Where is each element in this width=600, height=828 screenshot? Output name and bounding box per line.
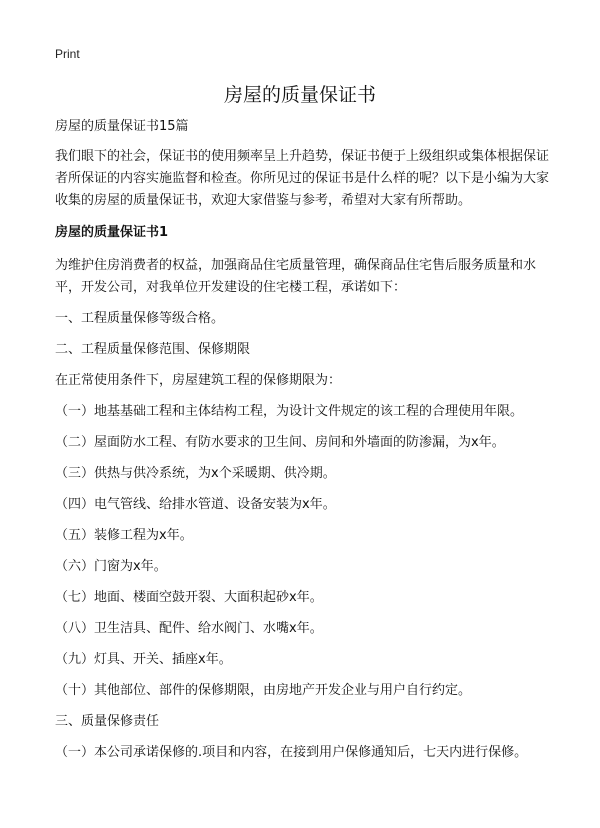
paragraph: （八）卫生洁具、配件、给水阀门、水嘴x年。 bbox=[55, 621, 323, 636]
paragraph: （一）地基基础工程和主体结构工程，为设计文件规定的该工程的合理使用年限。 bbox=[55, 404, 524, 419]
paragraph: 为维护住房消费者的权益，加强商品住宅质量管理，确保商品住宅售后服务质量和水平，开发公司，对我单位开发建设的住宅楼工程，承诺如下： bbox=[55, 258, 537, 295]
paragraph: 二、工程质量保修范围、保修期限 bbox=[55, 342, 251, 357]
intro-paragraph: 我们眼下的社会，保证书的使用频率呈上升趋势，保证书便于上级组织或集体根据保证者所保证的内容实施监督和检查。你所见过的保证书是什么样的呢？以下是小编为大家收集的房屋的质量保证书，欢迎大家借鉴与参考，希望对大家有所帮助。 bbox=[55, 149, 550, 208]
paragraph: （六）门窗为x年。 bbox=[55, 559, 167, 574]
document-body bbox=[55, 116, 550, 764]
print-link[interactable]: Print bbox=[55, 47, 80, 61]
document-title: 房屋的质量保证书 bbox=[223, 84, 376, 106]
paragraph: （二）屋面防水工程、有防水要求的卫生间、房间和外墙面的防渗漏，为x年。 bbox=[55, 435, 505, 450]
section-heading: 房屋的质量保证书1 bbox=[55, 225, 169, 240]
paragraph: （七）地面、楼面空鼓开裂、大面积起砂x年。 bbox=[55, 590, 323, 605]
document-subtitle: 房屋的质量保证书15篇 bbox=[55, 119, 189, 134]
paragraph: 一、工程质量保修等级合格。 bbox=[55, 311, 225, 326]
paragraph: （三）供热与供冷系统，为x个采暖期、供冷期。 bbox=[55, 466, 336, 481]
paragraph: （十）其他部位、部件的保修期限，由房地产开发企业与用户自行约定。 bbox=[55, 683, 472, 698]
paragraph: 三、质量保修责任 bbox=[55, 714, 160, 729]
paragraph: （四）电气管线、给排水管道、设备安装为x年。 bbox=[55, 497, 336, 512]
paragraph: （五）装修工程为x年。 bbox=[55, 528, 193, 543]
paragraph: （一）本公司承诺保修的.项目和内容，在接到用户保修通知后，七天内进行保修。 bbox=[55, 745, 528, 760]
paragraph: 在正常使用条件下，房屋建筑工程的保修期限为： bbox=[55, 373, 342, 388]
paragraph: （九）灯具、开关、插座x年。 bbox=[55, 652, 232, 667]
